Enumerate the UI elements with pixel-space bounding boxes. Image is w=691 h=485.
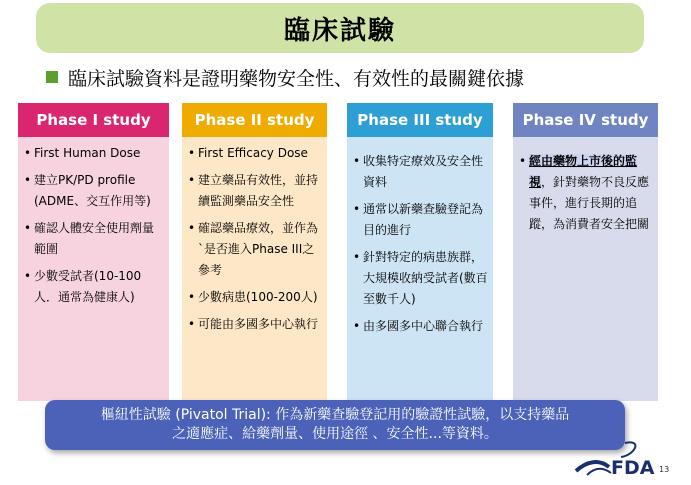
subtitle <box>46 64 524 90</box>
page-number: 13 <box>659 465 670 474</box>
list-item: • 由多國多中心聯合執行 <box>353 316 488 337</box>
list-item: • 可能由多國多中心執行 <box>188 314 322 335</box>
list-item: • 建立藥品有效性，並持續監測藥品安全性 <box>188 170 322 212</box>
list-item: • 少數病患(100-200人) <box>188 287 322 308</box>
title-banner <box>36 3 644 53</box>
list-item: • First Efficacy Dose <box>188 143 322 164</box>
phase-2-header: Phase II study <box>182 103 327 137</box>
phase-4-body <box>513 137 658 401</box>
list-item: • 收集特定療效及安全性資料 <box>353 151 488 193</box>
list-item-text: ，針對藥物不良反應事件，進行長期的追蹤，為消費者安全把關 <box>529 175 650 231</box>
pivotal-trial-callout <box>45 400 625 450</box>
phase-3-header: Phase III study <box>347 103 493 137</box>
phase-3-column <box>347 103 493 401</box>
pivotal-line-2: 之適應症、給藥劑量、使用途徑 、安全性...等資料。 <box>172 426 498 442</box>
phase-1-column <box>18 103 169 401</box>
list-item: • 少數受試者(10-100人．通常為健康人) <box>24 266 164 308</box>
subtitle-text: 臨床試驗資料是證明藥物安全性、有效性的最關鍵依據 <box>68 67 525 90</box>
list-item: • 確認人體安全使用劑量範圍 <box>24 218 164 260</box>
page-title: 臨床試驗 <box>283 15 396 46</box>
list-item: • 確認藥品療效，並作為`是否進入Phase III之參考 <box>188 218 322 281</box>
phase-3-body <box>347 137 493 401</box>
phase-4-column <box>513 103 658 401</box>
bullet-square-icon <box>46 71 58 83</box>
list-item: • First Human Dose <box>24 143 164 164</box>
fda-logo <box>573 437 683 481</box>
list-item: • 針對特定的病患族群，大規模收納受試者(數百至數千人) <box>353 247 488 310</box>
phase-2-body <box>182 137 327 401</box>
logo-text: FDA <box>611 457 655 479</box>
phase-1-header: Phase I study <box>18 103 169 137</box>
list-item <box>519 151 653 235</box>
phase-4-header: Phase IV study <box>513 103 658 137</box>
highlighted-text: 經由藥物上市後的監視 <box>529 154 638 189</box>
phase-2-column <box>182 103 327 401</box>
list-item: • 通常以新藥查驗登記為目的進行 <box>353 199 488 241</box>
pivotal-line-1: 樞紐性試驗 (Pivatol Trial): 作為新藥查驗登記用的驗證性試驗，以支持藥品 <box>100 407 570 423</box>
list-item: • 建立PK/PD profile (ADME、交互作用等) <box>24 170 164 212</box>
phase-1-body <box>18 137 169 401</box>
